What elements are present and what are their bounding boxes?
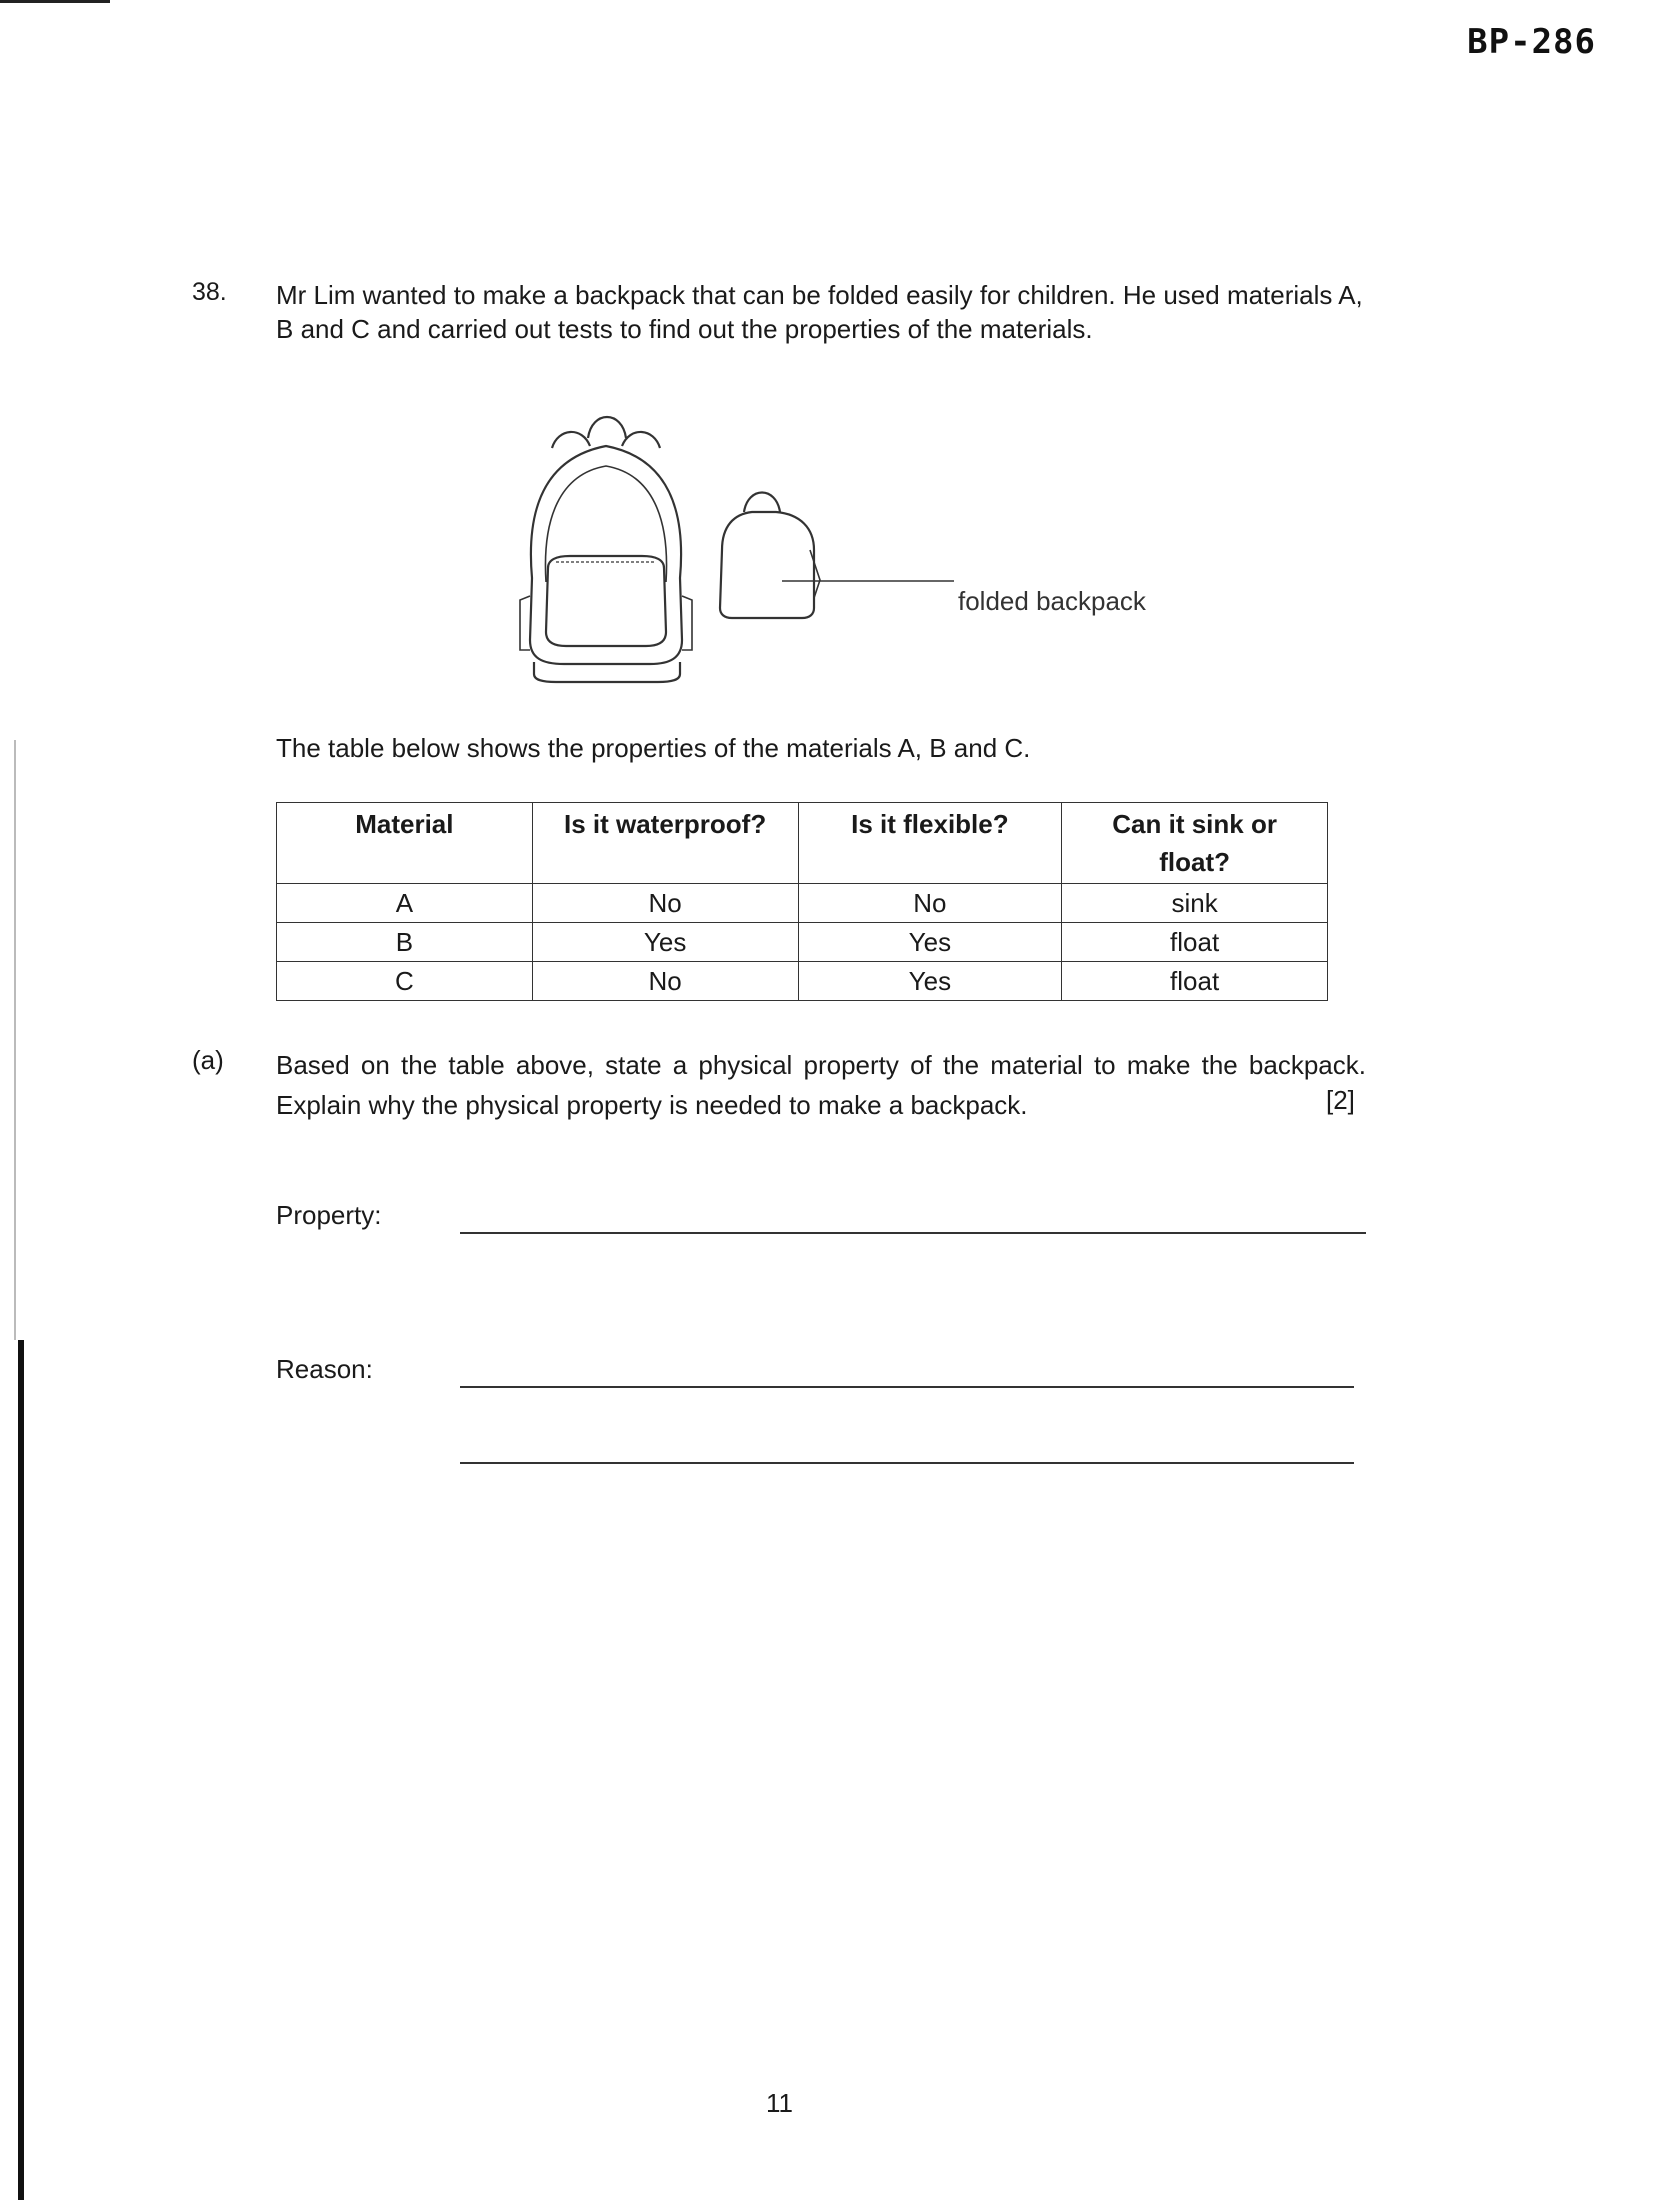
table-intro-text: The table below shows the properties of the materials A, B and C. [276,733,1031,763]
reason-answer-line-1[interactable] [460,1386,1354,1388]
scan-edge-faint [14,740,16,1340]
cell-sink-float: sink [1062,884,1328,923]
cell-sink-float: float [1062,962,1328,1001]
cell-flexible: Yes [798,923,1062,962]
backpack-illustration [500,400,1220,700]
cell-waterproof: No [532,962,798,1001]
cell-material: B [277,923,533,962]
document-code: BP-286 [1467,22,1596,62]
cell-flexible: No [798,884,1062,923]
table-row [277,884,1328,923]
question-number: 38. [192,278,227,306]
figure-label: folded backpack [958,586,1146,616]
header-sink-float: Can it sink or float? [1062,803,1328,884]
scan-edge-dark [18,1340,24,2200]
cell-material: C [277,962,533,1001]
scan-top-rule [0,0,110,3]
cell-sink-float: float [1062,923,1328,962]
header-material: Material [277,803,533,884]
table-header-row [277,803,1328,884]
page-number: 11 [766,2088,793,2118]
part-a-label: (a) [192,1045,224,1075]
cell-flexible: Yes [798,962,1062,1001]
folded-backpack-drawing [720,493,820,619]
cell-waterproof: No [532,884,798,923]
cell-waterproof: Yes [532,923,798,962]
table-row [277,962,1328,1001]
reason-label: Reason: [276,1354,373,1384]
open-backpack-drawing [520,417,692,682]
property-answer-line[interactable] [460,1232,1366,1234]
cell-material: A [277,884,533,923]
question-text: Mr Lim wanted to make a backpack that can be folded easily for children. He used materials A, B and C and carried out tests to find out the properties of the materials. [276,280,1363,344]
table-row [277,923,1328,962]
header-flexible: Is it flexible? [798,803,1062,884]
part-a-question-text: Based on the table above, state a physical property of the material to make the backpack. Explain why the physical property is needed to make a backpack. [276,1050,1366,1120]
material-properties-table [276,802,1328,1001]
part-a-marks: [2] [1326,1085,1355,1115]
header-waterproof: Is it waterproof? [532,803,798,884]
property-label: Property: [276,1200,382,1230]
reason-answer-line-2[interactable] [460,1462,1354,1464]
